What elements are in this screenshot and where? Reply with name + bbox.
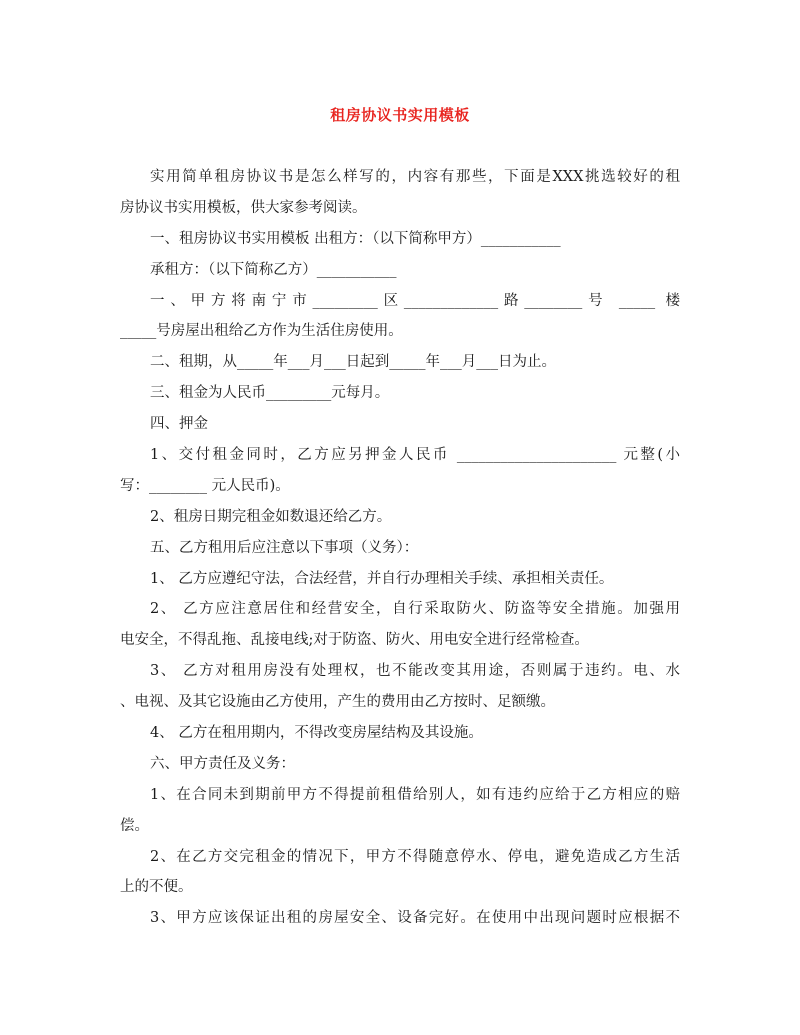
text-line: 一、租房协议书实用模板 出租方：（以下简称甲方）___________ — [150, 230, 561, 247]
text-line: 偿。 — [120, 817, 149, 834]
document-title: 租房协议书实用模板 — [330, 106, 470, 124]
text-line: 上的不便。 — [120, 879, 193, 896]
text-line: 电安全，不得乱拖、乱接电线;对于防盗、防火、用电安全进行经常检查。 — [120, 632, 589, 649]
text-line: 2、 乙方应注意居住和经营安全，自行采取防火、防盗等安全措施。加强用 — [150, 601, 680, 618]
document-body — [120, 162, 680, 934]
text-line: 四、押金 — [150, 416, 208, 433]
text-line: 3、甲方应该保证出租的房屋安全、设备完好。在使用中出现问题时应根据不 — [150, 910, 680, 927]
text-line: 五、乙方租用后应注意以下事项（义务）： — [150, 539, 419, 556]
text-line: 二、租期，从_____年___月___日起到_____年___月___日为止。 — [150, 354, 556, 371]
text-line: 房协议书实用模板，供大家参考阅读。 — [120, 199, 367, 216]
text-line: 2、租房日期完租金如数退还给乙方。 — [150, 508, 392, 525]
text-line: 1、在合同未到期前甲方不得提前租借给别人，如有违约应给于乙方相应的赔 — [150, 786, 680, 803]
text-line: 六、甲方责任及义务： — [150, 755, 295, 772]
text-line: 1、交付租金同时，乙方应另押金人民币 ______________________ 元整(小 — [150, 447, 680, 464]
text-line: _____号房屋出租给乙方作为生活住房使用。 — [120, 323, 403, 340]
text-line: 写：________ 元人民币)。 — [120, 477, 290, 494]
text-line: 、电视、及其它设施由乙方使用，产生的费用由乙方按时、足额缴。 — [120, 694, 555, 711]
text-line: 实用简单租房协议书是怎么样写的，内容有那些，下面是XXX挑选较好的租 — [150, 169, 680, 185]
text-line: 4、 乙方在租用期内，不得改变房屋结构及其设施。 — [150, 725, 483, 742]
text-line: 一、甲方将南宁市_________区_____________路________号 _____ 楼 — [150, 292, 680, 309]
text-line: 1、 乙方应遵纪守法，合法经营，并自行办理相关手续、承担相关责任。 — [150, 570, 614, 587]
text-line: 2、在乙方交完租金的情况下，甲方不得随意停水、停电，避免造成乙方生活 — [150, 848, 680, 865]
text-line: 3、 乙方对租用房没有处理权，也不能改变其用途，否则属于违约。电、水 — [150, 663, 680, 680]
text-line: 三、租金为人民币_________元每月。 — [150, 385, 390, 402]
text-line: 承租方：（以下简称乙方）___________ — [150, 261, 397, 278]
